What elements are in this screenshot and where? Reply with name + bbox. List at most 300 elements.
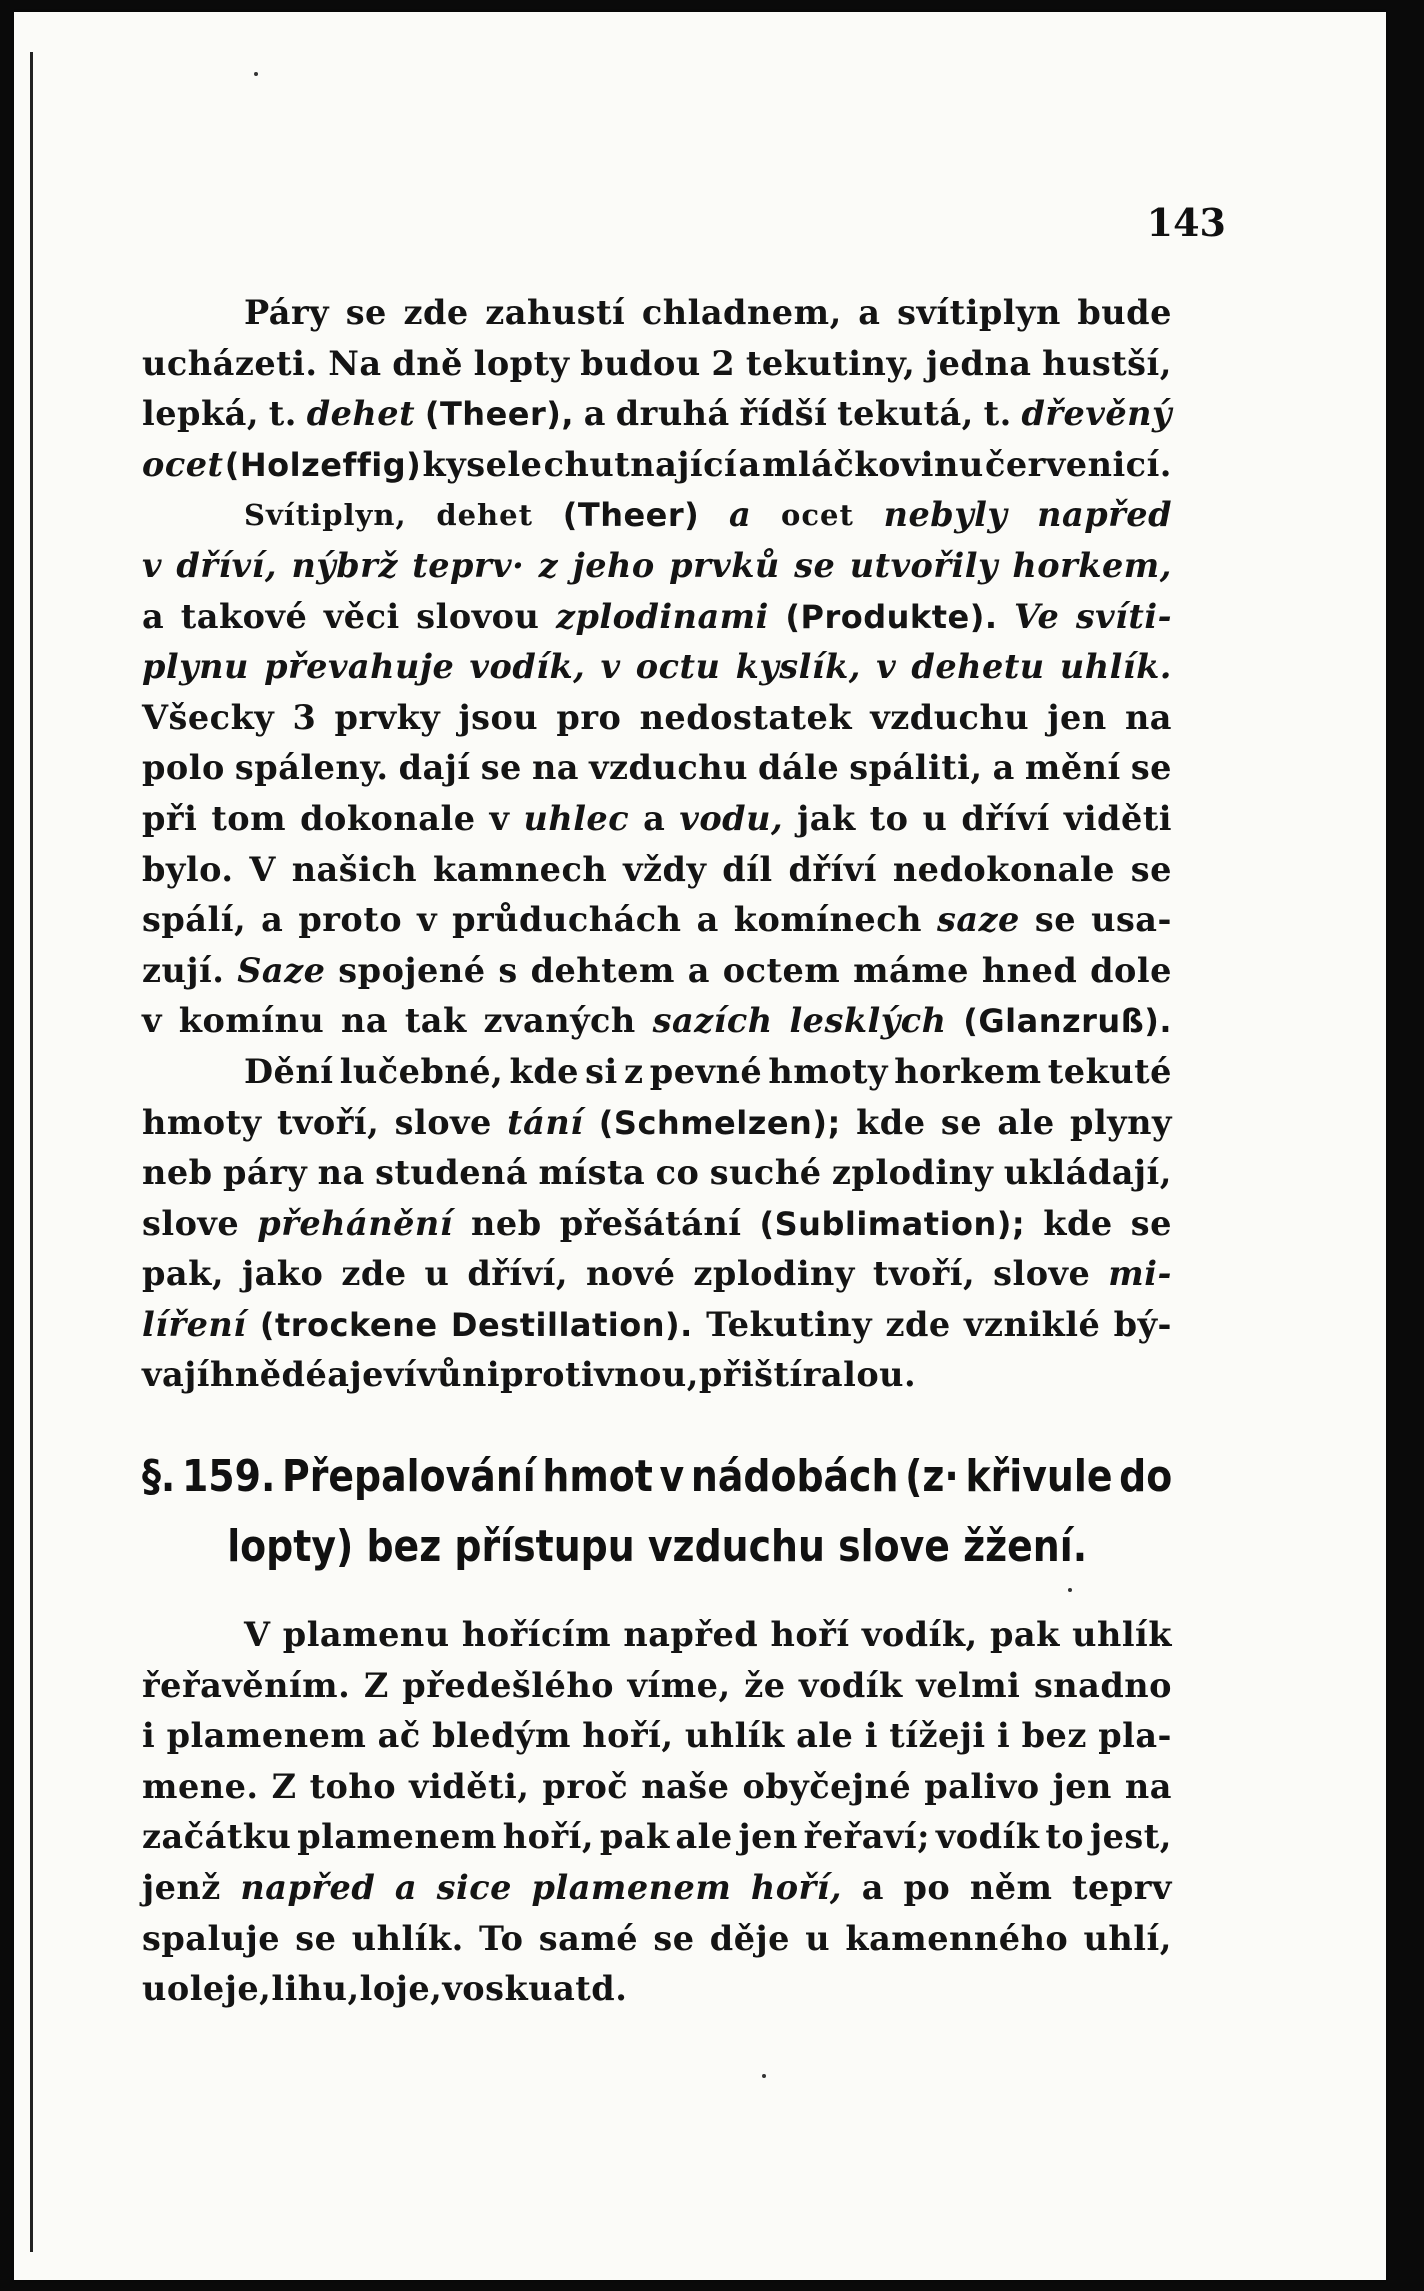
word: hmoty (768, 1051, 888, 1091)
word: hoří, (582, 1716, 674, 1756)
word: lesklých (789, 1001, 947, 1041)
word: tvoří, (872, 1254, 976, 1294)
text-line (142, 1148, 1172, 1199)
word: a (142, 596, 165, 636)
text-line (142, 1249, 1172, 1300)
page-number: 143 (1146, 200, 1226, 245)
word: dole (1090, 950, 1172, 990)
word: neb (142, 1153, 213, 1193)
word: vzniklé (964, 1304, 1101, 1344)
word: plynu (142, 647, 249, 687)
word: a (394, 1867, 418, 1907)
word: uhlec (523, 798, 630, 838)
word: se (794, 545, 836, 585)
word: sice (436, 1867, 512, 1907)
word: slove (394, 1102, 492, 1142)
word: ocet (781, 498, 854, 533)
word: Na (328, 343, 382, 383)
text-line (142, 1762, 1172, 1813)
word: kde (856, 1102, 926, 1142)
word: líření (142, 1304, 247, 1344)
word: co (655, 1153, 700, 1193)
word: pak (599, 1817, 670, 1857)
word: hořícím (461, 1615, 612, 1654)
word: hoří, (750, 1867, 843, 1907)
word: Dění (244, 1051, 334, 1091)
text-line (142, 794, 1172, 845)
word: tom (211, 798, 287, 838)
word: 2 (711, 343, 736, 383)
section-heading-line-1 (142, 1442, 1172, 1512)
word: se (345, 293, 387, 332)
word: se (480, 748, 522, 788)
word: hnědé (210, 1355, 328, 1395)
word: dříví (788, 849, 877, 889)
word: bý- (1113, 1304, 1172, 1344)
word: pevné (649, 1051, 763, 1091)
word: Tekutiny (706, 1304, 873, 1344)
text-line (142, 288, 1172, 339)
word: přištíralou. (698, 1355, 917, 1395)
word: Z (271, 1766, 297, 1806)
heading-word: do (1119, 1451, 1173, 1502)
word: a (327, 1355, 350, 1395)
text-line (142, 440, 1172, 491)
word: snadno (1033, 1665, 1172, 1705)
word: kyslík, (735, 647, 861, 687)
text-line (142, 592, 1172, 643)
word: budou (580, 343, 701, 383)
word: se (1034, 900, 1077, 940)
section-heading (142, 1442, 1173, 1582)
word: začátku (142, 1817, 292, 1857)
word: dehtem (530, 950, 675, 990)
word: zplodiny (693, 1254, 855, 1294)
word: tak (404, 1001, 467, 1041)
word: dřevěný (1021, 394, 1172, 434)
word: hoří, (502, 1817, 594, 1857)
word: vosku (442, 1969, 554, 2009)
word: mi- (1108, 1254, 1172, 1294)
word: plamenem (531, 1867, 732, 1907)
word: plamenem (166, 1716, 367, 1756)
word: děje (709, 1918, 790, 1958)
text-line (142, 743, 1172, 794)
word: slove (142, 1203, 240, 1243)
text-line (142, 1350, 1172, 1401)
word: vůni (417, 1355, 501, 1395)
word: jak (797, 798, 856, 838)
word: nedokonale (892, 849, 1115, 889)
word: plyny (1070, 1102, 1172, 1142)
word: protivnou, (500, 1355, 699, 1395)
word: červenicí. (984, 444, 1172, 484)
word: (trockene (259, 1305, 438, 1344)
word: dají (398, 748, 471, 788)
word: lepká, (142, 394, 260, 434)
word: komínu (178, 1001, 325, 1041)
text-line (142, 1047, 1172, 1098)
word: u (922, 798, 948, 838)
text-line (142, 1300, 1172, 1351)
word: chutnající (543, 444, 738, 484)
word: vzduchu (870, 697, 1030, 737)
word: kamenného (845, 1918, 1069, 1958)
word: (Theer) (562, 496, 700, 535)
text-line (142, 1098, 1172, 1149)
word: zde (885, 1304, 951, 1344)
word: zvaných (483, 1001, 636, 1041)
heading-word: nádobách (690, 1451, 899, 1502)
word: ale (997, 1102, 1055, 1142)
text-line (142, 845, 1172, 896)
word: páry (222, 1153, 308, 1193)
word: u (142, 1969, 167, 2009)
text-line (142, 996, 1172, 1047)
word: Svítiplyn, (244, 498, 407, 533)
word: to (1045, 1817, 1085, 1857)
page-gutter-rule (30, 52, 33, 2252)
word: v (142, 545, 162, 585)
word: (Glanzruß). (963, 1002, 1172, 1041)
word: se (1130, 748, 1172, 788)
word: druhá (615, 394, 730, 434)
word: že (744, 1665, 786, 1705)
word: prvků (669, 545, 780, 585)
word: napřed (1037, 495, 1172, 535)
word: a (643, 798, 666, 838)
word: takové (180, 596, 308, 636)
word: zahustí (485, 293, 626, 332)
word: mene. (142, 1766, 259, 1806)
paragraph-distillation (142, 288, 1172, 1401)
word: řeřavěním. (142, 1665, 351, 1705)
word: Z (363, 1665, 389, 1705)
text-line (142, 339, 1172, 390)
word: jeho (572, 545, 655, 585)
word: hustší, (1042, 343, 1172, 383)
word: ocet (142, 444, 224, 484)
text-line (142, 1812, 1172, 1863)
word: spaluje (142, 1918, 281, 1958)
word: tání (507, 1102, 584, 1142)
word: u (424, 1254, 450, 1294)
word: po (903, 1867, 951, 1907)
word: předešlého (402, 1665, 615, 1705)
word: jen (1047, 697, 1107, 737)
word: samé (538, 1918, 639, 1958)
word: Všecky (142, 697, 275, 737)
word: plamenu (282, 1615, 450, 1654)
word: kysele (422, 444, 543, 484)
word: jsou (458, 697, 539, 737)
word: tížeji (889, 1716, 986, 1756)
word: se (653, 1918, 695, 1958)
word: i (864, 1716, 878, 1756)
word: (Holzeffig) (224, 445, 422, 484)
text-line (142, 1610, 1172, 1661)
word: na (1124, 1766, 1172, 1806)
word: Destillation). (450, 1305, 693, 1344)
word: plamenem (297, 1817, 497, 1857)
heading-word: Přepalování (281, 1451, 536, 1502)
word: dále (758, 748, 840, 788)
word: v (489, 798, 510, 838)
word: (Theer), (424, 395, 575, 434)
word: se (295, 1918, 337, 1958)
word: ale (675, 1817, 733, 1857)
print-speck (1068, 1588, 1072, 1592)
heading-word: (z· (905, 1451, 959, 1502)
word: toho (309, 1766, 397, 1806)
word: jeví (349, 1355, 418, 1395)
word: se (1130, 849, 1172, 889)
word: jedna (925, 343, 1032, 383)
text-line (142, 541, 1172, 592)
word: polo (142, 748, 225, 788)
word: octu (635, 647, 721, 687)
word: našich (291, 849, 418, 889)
word: slove (993, 1254, 1091, 1294)
word: nebyly (883, 495, 1008, 535)
text-line (142, 642, 1172, 693)
text-line (142, 693, 1172, 744)
print-speck (254, 72, 258, 76)
word: oleje, (166, 1969, 272, 2009)
word: octem (722, 950, 841, 990)
word: vodu, (679, 798, 784, 838)
heading-word: v (659, 1451, 685, 1502)
word: uhlík (684, 1716, 785, 1756)
word: i (997, 1716, 1011, 1756)
word: přešátání (559, 1203, 742, 1243)
word: uhlí, (1083, 1918, 1172, 1958)
word: uhlík (1072, 1615, 1172, 1654)
word: i (142, 1716, 156, 1756)
word: bylo. (142, 849, 234, 889)
word: bledým (432, 1716, 571, 1756)
word: Saze (237, 950, 326, 990)
word: pro (556, 697, 622, 737)
word: V (244, 1615, 271, 1654)
word: bez (1021, 1716, 1087, 1756)
word: Ve (1014, 596, 1060, 636)
word: ale (796, 1716, 854, 1756)
print-speck (762, 2074, 766, 2078)
word: hoří (770, 1615, 850, 1654)
word: vodík, (469, 647, 586, 687)
word: utvořily (849, 545, 998, 585)
word: na (317, 1153, 365, 1193)
word: dehet (306, 394, 416, 434)
word: v (142, 1001, 162, 1041)
word: chladnem, (641, 293, 842, 332)
word: v (600, 647, 621, 687)
word: obyčejné (742, 1766, 912, 1806)
word: teprv· (412, 545, 525, 585)
word: ač (377, 1716, 421, 1756)
paragraph-combustion (142, 1610, 1172, 2015)
word: studená (375, 1153, 529, 1193)
word: přehánění (257, 1203, 453, 1243)
word: díl (722, 849, 773, 889)
text-line (142, 895, 1172, 946)
word: spáliti, (849, 748, 983, 788)
word: hmoty (142, 1102, 262, 1142)
word: sazích (652, 1001, 773, 1041)
word: zují. (142, 950, 225, 990)
word: se (1130, 1203, 1172, 1243)
word: saze (936, 900, 1020, 940)
text-line (142, 1199, 1172, 1250)
word: lopty (473, 343, 570, 383)
text-line (142, 490, 1172, 541)
word: a (738, 444, 761, 484)
word: a (687, 950, 710, 990)
text-line (142, 389, 1172, 440)
word: vají (142, 1355, 211, 1395)
word: se (940, 1102, 983, 1142)
word: s (498, 950, 518, 990)
word: napřed (240, 1867, 376, 1907)
word: To (479, 1918, 524, 1958)
word: dříví, (467, 1254, 568, 1294)
word: Páry (244, 293, 330, 332)
word: u (805, 1918, 831, 1958)
text-line (142, 1863, 1172, 1914)
word: spáleny. (234, 748, 389, 788)
word: jako (241, 1254, 324, 1294)
word: dehetu (911, 647, 1045, 687)
word: slovou (416, 596, 540, 636)
word: na (531, 748, 579, 788)
word: z (538, 545, 559, 585)
word: tekutá, (837, 394, 974, 434)
word: kde (509, 1051, 579, 1091)
word: velmi (916, 1665, 1021, 1705)
word: dříví, (176, 545, 278, 585)
word: při (142, 798, 198, 838)
word: suché (709, 1153, 822, 1193)
word: horkem, (1012, 545, 1172, 585)
word: zplodiny (831, 1153, 994, 1193)
word: vzduchu (589, 748, 748, 788)
word: vždy (623, 849, 707, 889)
word: neb (471, 1203, 542, 1243)
word: (Schmelzen); (598, 1103, 841, 1142)
word: něm (969, 1867, 1053, 1907)
word: kamnech (432, 849, 608, 889)
word: dně (392, 343, 463, 383)
word: jen (1052, 1766, 1112, 1806)
section-heading-line-2: lopty) bez přístupu vzduchu slove žžení. (227, 1521, 1088, 1572)
word: a (858, 293, 881, 332)
heading-word: hmot (542, 1451, 653, 1502)
word: nýbrž (291, 545, 398, 585)
word: napřed (623, 1615, 759, 1654)
word: viděti (1063, 798, 1172, 838)
word: a (696, 900, 719, 940)
word: spálí, (142, 900, 247, 940)
word: v (417, 900, 438, 940)
word: si (585, 1051, 618, 1091)
word: jen (738, 1817, 798, 1857)
word: nové (585, 1254, 676, 1294)
word: zde (403, 293, 469, 332)
word: a (992, 748, 1015, 788)
word: na (340, 1001, 389, 1041)
word: lučebné, (339, 1051, 504, 1091)
word: 3 (292, 697, 317, 737)
word: pak, (142, 1254, 225, 1294)
word: a (261, 900, 284, 940)
heading-word: 159. (181, 1451, 276, 1502)
word: proto (298, 900, 403, 940)
word: ucházeti. (142, 343, 318, 383)
text-line (142, 1964, 1172, 2015)
word: vodík, (861, 1615, 978, 1654)
word: dehet (436, 498, 533, 533)
word: v (876, 647, 897, 687)
word: loje, (359, 1969, 443, 2009)
word: pla- (1098, 1716, 1172, 1756)
text-line (142, 946, 1172, 997)
word: horkem (894, 1051, 1042, 1091)
word: vodík (799, 1665, 903, 1705)
word: (Produkte). (785, 597, 998, 636)
word: lihu, (271, 1969, 360, 2009)
word: atd. (553, 1969, 628, 2009)
word: nedostatek (639, 697, 853, 737)
word: dříví (961, 798, 1050, 838)
text-line (142, 1661, 1172, 1712)
word: dokonale (300, 798, 476, 838)
word: máme (853, 950, 969, 990)
word: převahuje (264, 647, 455, 687)
word: spojené (338, 950, 486, 990)
word: usa- (1091, 900, 1172, 940)
word: a (583, 394, 606, 434)
word: víme, (627, 1665, 731, 1705)
word: zde (341, 1254, 407, 1294)
word: vodík (935, 1817, 1040, 1857)
word: V (249, 849, 276, 889)
word: hned (981, 950, 1078, 990)
word: uhlík. (1059, 647, 1172, 687)
word: mláčkovinu (761, 444, 984, 484)
heading-word: §. (142, 1451, 176, 1502)
word: jenž (142, 1867, 221, 1907)
word: tvoří, (276, 1102, 380, 1142)
word: svítiplyn (897, 293, 1061, 332)
word: ukládají, (1003, 1153, 1172, 1193)
word: palivo (924, 1766, 1040, 1806)
word: (Sublimation); (759, 1204, 1026, 1243)
word: a (861, 1867, 884, 1907)
word: komínech (733, 900, 922, 940)
word: t. (983, 394, 1012, 434)
text-line (142, 1711, 1172, 1762)
text-line (142, 1914, 1172, 1965)
word: t. (268, 394, 297, 434)
word: věci (323, 596, 400, 636)
word: průduchách (452, 900, 682, 940)
word: řeřaví; (803, 1817, 931, 1857)
word: tekuté (1047, 1051, 1172, 1091)
word: pak (989, 1615, 1060, 1654)
word: z (624, 1051, 644, 1091)
word: zplodinami (555, 596, 769, 636)
